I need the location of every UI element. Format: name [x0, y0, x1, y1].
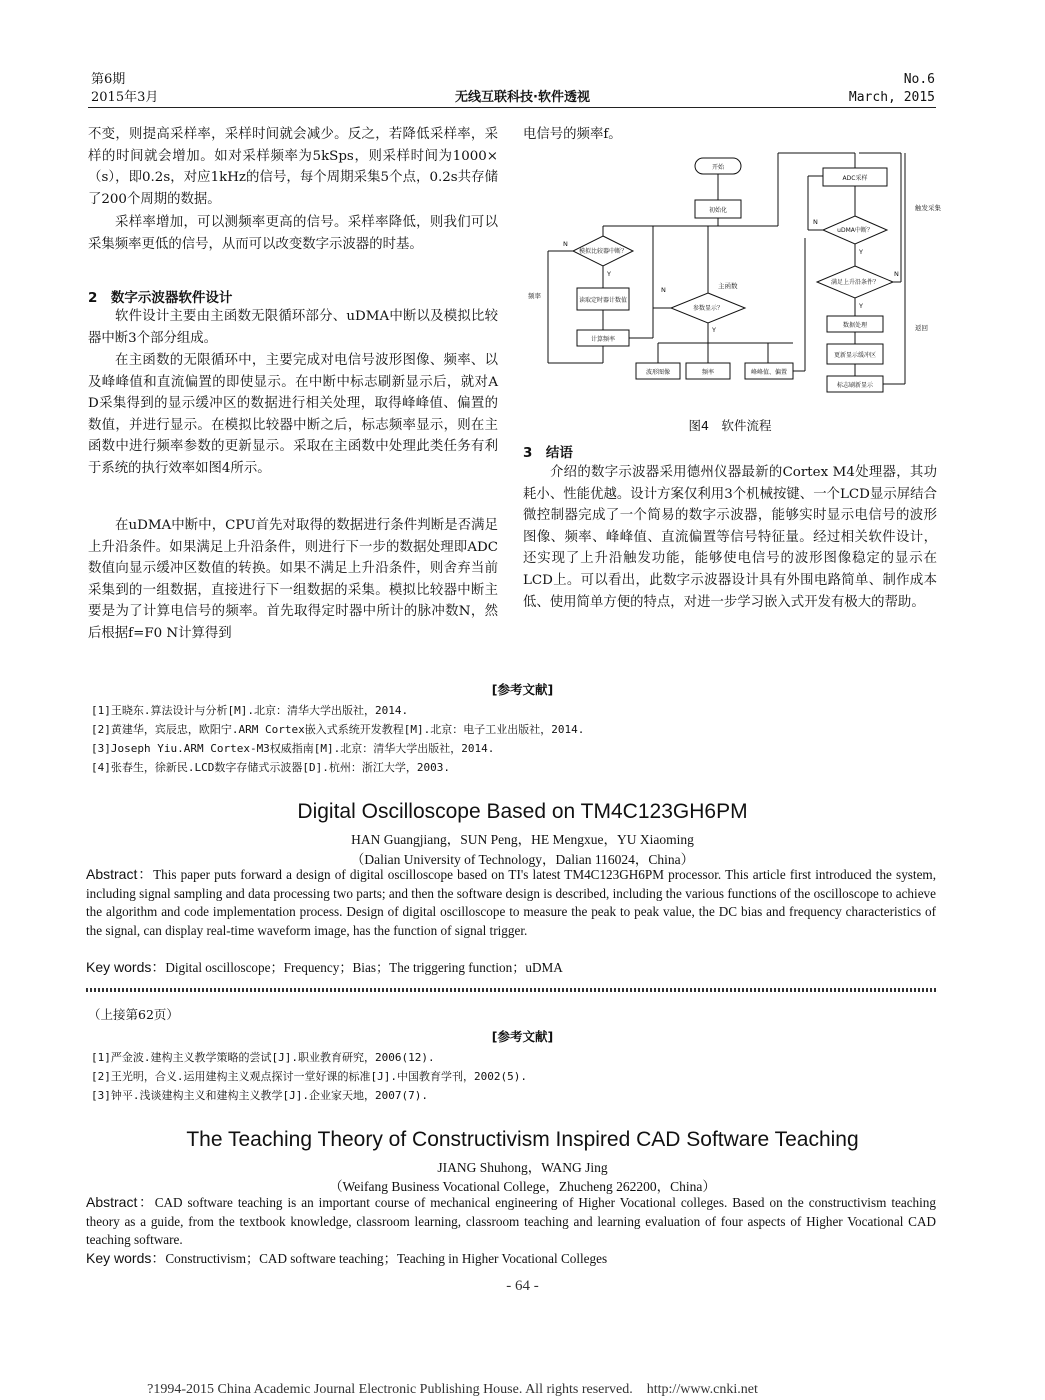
- issue-date-cn: 2015年3月: [91, 90, 159, 105]
- english-affiliation: （Weifang Business Vocational College，Zhucheng 262200，China）: [329, 1179, 716, 1194]
- page-number: - 64 -: [506, 1278, 539, 1294]
- keywords-label: Key words：: [86, 1250, 166, 1266]
- english-keywords: [86, 1249, 936, 1269]
- paragraph-sampling: 不变，则提高采样率，采样时间就会减少。反之，若降低采样率，采样的时间就会增加。如对采样频率为5kSps，则采样时间为1000×（s），即0.2s，对应1kHz的信号，每个周期采集5个点，0.2s共存储了200个周期的数据。: [88, 127, 498, 207]
- english-abstract: [86, 1193, 936, 1250]
- flow-calc-freq-label: 计算频率: [590, 336, 616, 343]
- flow-right-side-label-1: 触发采集: [915, 204, 941, 212]
- continued-note: （上接第62页）: [88, 1007, 179, 1022]
- flow-main-decision-label: 参数显示？: [692, 305, 724, 312]
- journal-title: 无线互联科技·软件透视: [455, 90, 590, 105]
- section-3-heading: 3 结语: [523, 445, 573, 461]
- reference-item: [1]王晓东.算法设计与分析[M].北京：清华大学出版社，2014.: [91, 704, 409, 717]
- abstract-label: Abstract：: [86, 1194, 155, 1210]
- keywords-body: Constructivism；CAD software teaching；Teaching in Higher Vocational Colleges: [165, 1251, 608, 1266]
- copyright-footer: ?1994-2015 China Academic Journal Electronic Publishing House. All rights reserved. http://www.cnki.net: [147, 1382, 758, 1397]
- flow-yes-label: Y: [859, 302, 863, 310]
- flow-yes-label: Y: [607, 270, 611, 278]
- english-title: Digital Oscilloscope Based on TM4C123GH6PM: [297, 800, 748, 823]
- flow-main-func-label: 主函数: [718, 282, 738, 290]
- flow-udma-label: uDMA中断？: [837, 227, 873, 234]
- paragraph-software-overview: 软件设计主要由主函数无限循环部分、uDMA中断以及模拟比较器中断3个部分组成。: [88, 309, 498, 346]
- flow-no-label: N: [661, 286, 666, 294]
- software-flowchart: [523, 148, 941, 410]
- flow-adc-label: ADC采样: [842, 175, 868, 182]
- flow-no-label: N: [894, 270, 899, 278]
- references-list: [91, 701, 584, 777]
- english-authors: JIANG Shuhong，WANG Jing: [437, 1160, 608, 1175]
- paragraph-conclusion: 介绍的数字示波器采用德州仪器最新的Cortex M4处理器，其功耗小、性能优越。设计方案仅利用3个机械按键、一个LCD显示屏结合微控制器完成了一个简易的数字示波器，能够实时显示电信号的波形图像、频率、峰峰值、直流偏置等信号特征量。经过相关软件设计，还实现了上升沿触发功能，能够使电信号的波形图像稳定的显示在LCD上。可以看出，此数字示波器设计具有外围电路简单、制作成本低、使用简单方便的特点，对进一步学习嵌入式开发有极大的帮助。: [523, 465, 937, 610]
- flow-init-label: 初始化: [708, 207, 728, 214]
- issue-date-en: March, 2015: [848, 90, 935, 105]
- paragraph-freq-cont: 电信号的频率f。: [523, 127, 622, 142]
- references-heading: [参考文献]: [491, 1029, 554, 1044]
- english-affiliation: （Dalian University of Technology，Dalian 116024，China）: [350, 852, 695, 867]
- reference-item: [3]钟平.浅谈建构主义和建构主义教学[J].企业家天地，2007(7).: [91, 1089, 428, 1102]
- paragraph-main-loop: 在主函数的无限循环中，主要完成对电信号波形图像、频率、以及峰峰值和直流偏置的即使显示。在中断中标志刷新显示后，就对A D采集得到的显示缓冲区的数据进行相关处理，取得峰峰值、偏置的数值，并进行显示。在模拟比较器中断之后，标志频率显示，则在主函数中进行频率参数的更新显示。采取在主函数中处理此类任务有利于系统的执行效率如图4所示。: [88, 353, 498, 476]
- paragraph-rate: 采样率增加，可以测频率更高的信号。采样率降低，则我们可以采集频率更低的信号，从而可以改变数字示波器的时基。: [88, 215, 498, 252]
- flow-read-timer-label: 读取定时器计数值: [578, 297, 628, 304]
- keywords-body: Digital oscilloscope；Frequency；Bias；The triggering function；uDMA: [165, 960, 563, 975]
- english-authors: HAN Guangjiang，SUN Peng，HE Mengxue，YU Xiaoming: [351, 832, 694, 847]
- flow-yes-label: Y: [859, 248, 863, 256]
- references-list: [91, 1048, 527, 1105]
- flow-right-side-label-2: 返回: [915, 324, 928, 332]
- keywords-label: Key words：: [86, 959, 166, 975]
- abstract-body: CAD software teaching is an important course of mechanical engineering of Higher Vocational colleges. Based on the constructivism teaching theory as a guide, from the textbook knowledge, classroom learning, classroom teaching and learning evaluation of four aspects of Higher Vocational CAD teaching software.: [86, 1195, 936, 1247]
- english-abstract: [86, 865, 936, 940]
- flow-out1-label: 波形图像: [645, 369, 671, 376]
- issue-number-en: No.6: [903, 72, 935, 87]
- figure-caption: 图4 软件流程: [688, 418, 772, 433]
- reference-item: [1]严金波.建构主义教学策略的尝试[J].职业教育研究，2006(12).: [91, 1051, 435, 1064]
- flow-yes-label: Y: [712, 326, 716, 334]
- reference-item: [3]Joseph Yiu.ARM Cortex-M3权威指南[M].北京：清华大学出版社，2014.: [91, 742, 495, 755]
- reference-item: [2]王光明，合义.运用建构主义观点探讨一堂好课的标准[J].中国教育学刊，2002(5).: [91, 1070, 527, 1083]
- flow-flag-label: 标志刷新显示: [836, 382, 874, 389]
- reference-item: [2]黄建华，宾辰忠，欧阳宁.ARM Cortex嵌入式系统开发教程[M].北京：电子工业出版社，2014.: [91, 723, 585, 736]
- flow-start-label: 开始: [711, 164, 725, 171]
- english-title: The Teaching Theory of Constructivism Inspired CAD Software Teaching: [186, 1128, 859, 1151]
- flow-cmp-label: 模拟比较器中断？: [578, 248, 628, 255]
- flow-no-label: N: [813, 218, 818, 226]
- english-keywords: [86, 958, 936, 978]
- section-2-heading: 2 数字示波器软件设计: [88, 290, 233, 306]
- article-divider: [86, 988, 936, 992]
- references-heading: [参考文献]: [491, 682, 554, 697]
- flow-rise-label: 满足上升沿条件？: [830, 279, 880, 286]
- header-rule: [88, 107, 936, 108]
- flow-out3-label: 峰峰值、偏置: [750, 369, 788, 376]
- flow-no-label: N: [563, 240, 568, 248]
- reference-item: [4]张春生，徐新民.LCD数字存储式示波器[D].杭州：浙江大学，2003.: [91, 761, 450, 774]
- paragraph-udma: 在uDMA中断中，CPU首先对取得的数据进行条件判断是否满足上升沿条件。如果满足上升沿条件，则进行下一步的数据处理即ADC数值向显示缓冲区数值的转换。如果不满足上升沿条件，则舍弃当前采集到的一组数据，直接进行下一组数据的采集。模拟比较器中断主要是为了计算电信号的频率。首先取得定时器中所计的脉冲数N，然后根据f=F0 N计算得到: [88, 518, 498, 641]
- issue-number-cn: 第6期: [91, 72, 126, 87]
- flow-update-buffer-label: 更新显示缓冲区: [833, 352, 877, 359]
- flow-process-label: 数据处理: [842, 322, 868, 329]
- abstract-label: Abstract：: [86, 866, 154, 882]
- flow-left-side-label: 频率: [528, 292, 541, 300]
- abstract-body: This paper puts forward a design of digital oscilloscope based on TI's latest TM4C123GH6PM processor. This article first introduced the system, including signal sampling and data processing two parts; and then the software design is described, including the various functions of the oscilloscope to achieve the algorithm and code implementation process. Design of digital oscilloscope to measure the peak to peak value, the DC bias and frequency characteristics of the signal, can display real-time waveform image, has the function of signal trigger.: [86, 867, 936, 938]
- flow-out2-label: 频率: [701, 369, 715, 376]
